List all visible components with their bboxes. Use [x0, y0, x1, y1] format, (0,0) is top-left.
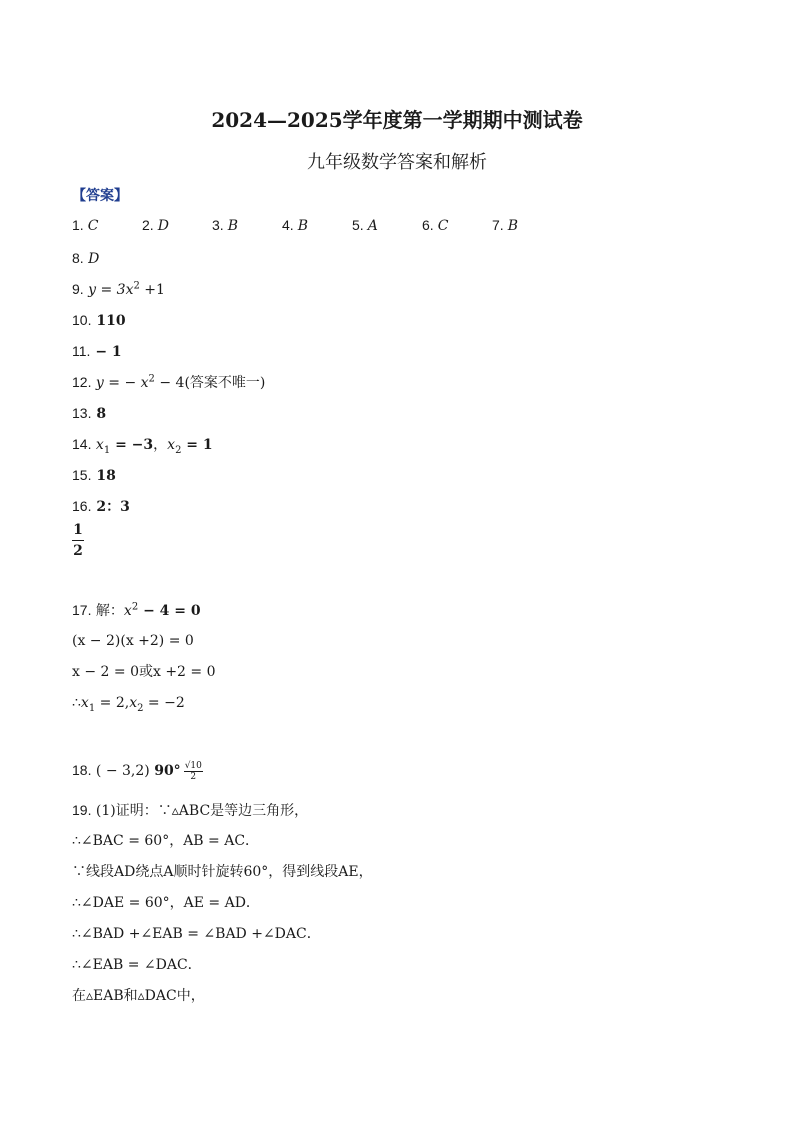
- answer-17-line-2: (x − 2)(x +2) = 0: [72, 633, 194, 649]
- fraction-numerator: 1: [73, 522, 83, 538]
- answer-19-line-6: ∴∠EAB = ∠DAC．: [72, 957, 202, 973]
- answer-19-line-7: 在▵EAB和▵DAC中，: [72, 988, 205, 1004]
- answer-17-line-1: 17. 解：$x^2 - 4 = 0$: [72, 601, 201, 619]
- answers-label: 【答案】: [72, 188, 128, 204]
- answer-16: 16. 2：3: [72, 498, 130, 515]
- answer-19-line-3: ∵线段AD绕点A顺时针旋转60°，得到线段AE，: [72, 864, 373, 880]
- answer-14: 14. $x_1 = -3$，$x_2 = 1$: [72, 436, 213, 456]
- mc-answer-2: 2. D: [142, 217, 169, 234]
- mc-answer-5: 5. A: [352, 217, 378, 234]
- answer-19-line-2: ∴∠BAC = 60°，AB = AC．: [72, 833, 260, 849]
- answer-10: 10. 110: [72, 312, 126, 329]
- answer-16-fraction: [72, 522, 84, 559]
- answer-13: 13. 8: [72, 405, 107, 422]
- answer-15: 15. 18: [72, 467, 116, 484]
- answer-19-line-5: ∴∠BAD +∠EAB = ∠BAD +∠DAC．: [72, 926, 321, 942]
- mc-answer-4: 4. B: [282, 217, 308, 234]
- fraction-denominator: 2: [73, 543, 83, 559]
- answer-17-line-3: x − 2 = 0或x +2 = 0: [72, 664, 216, 680]
- fraction-bar: [72, 540, 84, 541]
- page-title: 2024—2025学年度第一学期期中测试卷: [211, 108, 583, 132]
- answer-19-line-1: 19. (1)证明：∵▵ABC是等边三角形，: [72, 802, 309, 819]
- mc-answer-1: 1. C: [72, 217, 99, 234]
- mc-answer-7: 7. B: [492, 217, 518, 234]
- mc-answer-6: 6. C: [422, 217, 449, 234]
- answer-12: 12. y = − $x^2 - 4$(答案不唯一): [72, 373, 266, 391]
- answer-18: 18. ( − 3,2) 90° $\frac{√10}{2}$: [72, 760, 202, 782]
- answer-18-fraction: $\frac{√10}{2}$: [184, 760, 202, 782]
- answer-17-line-4: $\therefore x_1 = 2,x_2 = -2$: [72, 695, 185, 714]
- page-subtitle: 九年级数学答案和解析: [307, 152, 487, 173]
- mc-answer-3: 3. B: [212, 217, 238, 234]
- answer-11: 11. − 1: [72, 343, 122, 360]
- answer-19-line-4: ∴∠DAE = 60°，AE = AD．: [72, 895, 260, 911]
- answer-8: 8. D: [72, 250, 100, 267]
- answer-9: 9. $y = 3x^2 +1$: [72, 280, 165, 298]
